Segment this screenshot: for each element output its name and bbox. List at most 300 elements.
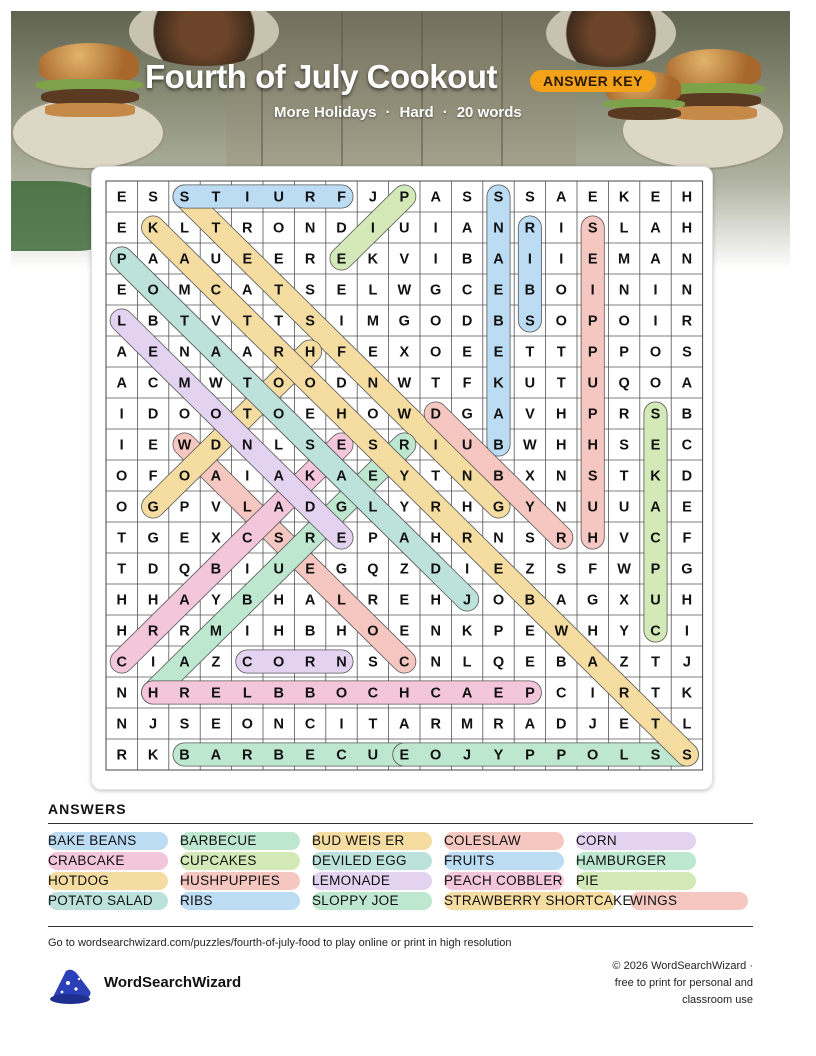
- grid-letter[interactable]: R: [116, 747, 127, 764]
- grid-letter[interactable]: G: [587, 592, 599, 609]
- grid-letter[interactable]: C: [556, 685, 567, 702]
- grid-letter[interactable]: U: [524, 375, 536, 392]
- grid-letter[interactable]: U: [587, 499, 598, 516]
- grid-letter[interactable]: X: [399, 344, 410, 361]
- grid-letter[interactable]: D: [336, 220, 347, 237]
- grid-letter[interactable]: A: [273, 468, 284, 485]
- grid-letter[interactable]: H: [336, 623, 347, 640]
- grid-letter[interactable]: T: [242, 406, 252, 423]
- grid-letter[interactable]: S: [305, 437, 315, 454]
- grid-letter[interactable]: E: [650, 437, 661, 454]
- grid-letter[interactable]: M: [178, 282, 191, 299]
- grid-letter[interactable]: L: [462, 654, 472, 671]
- grid-letter[interactable]: A: [210, 468, 222, 485]
- grid-letter[interactable]: B: [273, 747, 284, 764]
- grid-letter[interactable]: B: [242, 592, 253, 609]
- grid-letter[interactable]: E: [211, 716, 221, 733]
- grid-letter[interactable]: B: [304, 623, 316, 640]
- grid-letter[interactable]: A: [116, 375, 127, 392]
- grid-letter[interactable]: I: [465, 561, 470, 578]
- grid-letter[interactable]: A: [493, 406, 504, 423]
- grid-letter[interactable]: E: [336, 282, 347, 299]
- grid-letter[interactable]: H: [587, 530, 598, 547]
- grid-letter[interactable]: I: [653, 282, 658, 299]
- grid-letter[interactable]: H: [273, 623, 284, 640]
- grid-letter[interactable]: S: [273, 530, 284, 547]
- grid-letter[interactable]: T: [651, 685, 660, 702]
- grid-letter[interactable]: C: [367, 685, 379, 702]
- grid-letter[interactable]: I: [151, 654, 156, 671]
- grid-letter[interactable]: M: [461, 716, 474, 733]
- grid-letter[interactable]: A: [399, 716, 410, 733]
- grid-letter[interactable]: A: [430, 189, 441, 206]
- grid-letter[interactable]: D: [147, 561, 159, 578]
- grid-letter[interactable]: L: [619, 220, 629, 237]
- grid-letter[interactable]: F: [337, 344, 346, 361]
- grid-letter[interactable]: U: [461, 437, 473, 454]
- grid-letter[interactable]: W: [397, 406, 412, 423]
- grid-letter[interactable]: O: [210, 406, 222, 423]
- grid-letter[interactable]: F: [462, 375, 472, 392]
- grid-letter[interactable]: T: [651, 654, 660, 671]
- grid-letter[interactable]: R: [461, 530, 473, 547]
- grid-letter[interactable]: O: [555, 313, 567, 330]
- grid-letter[interactable]: R: [430, 499, 441, 516]
- grid-letter[interactable]: O: [492, 592, 505, 609]
- grid-letter[interactable]: I: [559, 220, 564, 237]
- grid-letter[interactable]: Y: [399, 468, 410, 485]
- grid-letter[interactable]: A: [650, 499, 661, 516]
- grid-letter[interactable]: S: [305, 313, 315, 330]
- grid-letter[interactable]: E: [336, 530, 347, 547]
- grid-letter[interactable]: E: [525, 654, 535, 671]
- grid-letter[interactable]: T: [619, 468, 629, 485]
- grid-letter[interactable]: N: [336, 654, 347, 671]
- grid-letter[interactable]: I: [433, 251, 438, 268]
- grid-letter[interactable]: B: [304, 685, 316, 702]
- grid-letter[interactable]: I: [245, 189, 250, 206]
- grid-letter[interactable]: A: [304, 592, 316, 609]
- grid-letter[interactable]: V: [525, 406, 535, 423]
- grid-letter[interactable]: T: [525, 344, 535, 361]
- grid-letter[interactable]: P: [587, 313, 598, 330]
- grid-letter[interactable]: A: [273, 499, 284, 516]
- grid-letter[interactable]: A: [461, 685, 473, 702]
- grid-letter[interactable]: R: [304, 654, 316, 671]
- grid-letter[interactable]: A: [556, 189, 567, 206]
- grid-letter[interactable]: H: [681, 592, 693, 609]
- grid-letter[interactable]: E: [587, 189, 598, 206]
- grid-letter[interactable]: O: [367, 406, 379, 423]
- grid-letter[interactable]: U: [273, 561, 284, 578]
- grid-letter[interactable]: E: [368, 344, 378, 361]
- grid-letter[interactable]: C: [210, 282, 222, 299]
- grid-letter[interactable]: U: [367, 747, 379, 764]
- grid-letter[interactable]: H: [681, 189, 693, 206]
- grid-letter[interactable]: R: [304, 530, 316, 547]
- grid-letter[interactable]: I: [590, 685, 595, 702]
- grid-letter[interactable]: E: [305, 561, 315, 578]
- grid-letter[interactable]: C: [242, 654, 253, 671]
- grid-letter[interactable]: O: [273, 220, 285, 237]
- grid-letter[interactable]: O: [430, 747, 442, 764]
- grid-letter[interactable]: M: [618, 251, 631, 268]
- grid-letter[interactable]: Z: [619, 654, 629, 671]
- grid-letter[interactable]: P: [368, 530, 378, 547]
- grid-letter[interactable]: E: [116, 189, 127, 206]
- grid-letter[interactable]: T: [651, 716, 660, 733]
- grid-letter[interactable]: J: [463, 747, 472, 764]
- grid-letter[interactable]: I: [590, 282, 595, 299]
- grid-letter[interactable]: C: [430, 685, 441, 702]
- grid-letter[interactable]: E: [116, 282, 127, 299]
- grid-letter[interactable]: R: [367, 592, 379, 609]
- grid-letter[interactable]: P: [493, 623, 504, 640]
- grid-letter[interactable]: N: [273, 716, 284, 733]
- grid-letter[interactable]: A: [650, 220, 661, 237]
- grid-letter[interactable]: L: [274, 437, 284, 454]
- grid-letter[interactable]: P: [619, 344, 629, 361]
- grid-letter[interactable]: R: [493, 716, 504, 733]
- grid-letter[interactable]: B: [461, 251, 473, 268]
- grid-letter[interactable]: O: [555, 282, 567, 299]
- grid-letter[interactable]: I: [370, 220, 375, 237]
- grid-letter[interactable]: I: [119, 437, 124, 454]
- grid-letter[interactable]: P: [650, 561, 661, 578]
- footer-url-text[interactable]: Go to wordsearchwizard.com/puzzles/fourth-of-july-food to play online or print in high resolution: [48, 937, 512, 949]
- grid-letter[interactable]: L: [242, 685, 252, 702]
- grid-letter[interactable]: L: [682, 716, 692, 733]
- grid-letter[interactable]: Q: [367, 561, 379, 578]
- grid-letter[interactable]: T: [211, 189, 221, 206]
- grid-letter[interactable]: S: [148, 189, 158, 206]
- grid-letter[interactable]: K: [147, 747, 159, 764]
- grid-letter[interactable]: N: [116, 685, 127, 702]
- grid-letter[interactable]: E: [336, 251, 347, 268]
- grid-letter[interactable]: Z: [211, 654, 221, 671]
- grid-letter[interactable]: U: [273, 189, 284, 206]
- grid-letter[interactable]: B: [179, 747, 190, 764]
- grid-letter[interactable]: S: [650, 406, 661, 423]
- grid-letter[interactable]: R: [304, 189, 316, 206]
- grid-letter[interactable]: Y: [211, 592, 221, 609]
- grid-letter[interactable]: K: [618, 189, 630, 206]
- grid-letter[interactable]: C: [650, 530, 661, 547]
- grid-letter[interactable]: K: [304, 468, 316, 485]
- grid-letter[interactable]: E: [525, 623, 535, 640]
- grid-letter[interactable]: R: [179, 685, 190, 702]
- grid-letter[interactable]: O: [304, 375, 316, 392]
- grid-letter[interactable]: O: [430, 313, 442, 330]
- grid-letter[interactable]: U: [618, 499, 630, 516]
- grid-letter[interactable]: G: [335, 561, 348, 578]
- grid-letter[interactable]: Q: [618, 375, 630, 392]
- grid-letter[interactable]: H: [461, 499, 473, 516]
- grid-letter[interactable]: E: [399, 592, 410, 609]
- grid-letter[interactable]: E: [305, 406, 315, 423]
- grid-letter[interactable]: B: [524, 282, 536, 299]
- grid-letter[interactable]: T: [556, 375, 566, 392]
- grid-letter[interactable]: W: [523, 437, 537, 454]
- grid-letter[interactable]: H: [556, 437, 567, 454]
- grid-letter[interactable]: I: [684, 623, 689, 640]
- grid-letter[interactable]: R: [681, 313, 693, 330]
- grid-letter[interactable]: Y: [493, 747, 504, 764]
- grid-letter[interactable]: G: [398, 313, 410, 330]
- grid-letter[interactable]: R: [147, 623, 159, 640]
- grid-letter[interactable]: F: [682, 530, 692, 547]
- grid-letter[interactable]: T: [431, 375, 441, 392]
- grid-letter[interactable]: J: [368, 189, 377, 206]
- grid-letter[interactable]: R: [399, 437, 410, 454]
- grid-letter[interactable]: D: [681, 468, 693, 485]
- grid-letter[interactable]: S: [619, 437, 629, 454]
- grid-letter[interactable]: T: [211, 220, 221, 237]
- grid-letter[interactable]: P: [525, 747, 535, 764]
- grid-letter[interactable]: A: [242, 344, 253, 361]
- grid-letter[interactable]: H: [399, 685, 410, 702]
- grid-letter[interactable]: E: [273, 251, 284, 268]
- grid-letter[interactable]: T: [368, 716, 378, 733]
- grid-letter[interactable]: A: [650, 251, 661, 268]
- grid-letter[interactable]: V: [399, 251, 410, 268]
- grid-letter[interactable]: D: [430, 406, 441, 423]
- grid-letter[interactable]: G: [147, 530, 159, 547]
- grid-letter[interactable]: G: [681, 561, 693, 578]
- grid-letter[interactable]: T: [274, 313, 284, 330]
- grid-letter[interactable]: A: [493, 251, 504, 268]
- grid-letter[interactable]: U: [210, 251, 222, 268]
- grid-letter[interactable]: S: [493, 189, 504, 206]
- grid-letter[interactable]: E: [368, 468, 378, 485]
- grid-letter[interactable]: E: [650, 189, 661, 206]
- grid-letter[interactable]: O: [618, 313, 630, 330]
- grid-letter[interactable]: L: [368, 282, 378, 299]
- grid-letter[interactable]: E: [619, 716, 629, 733]
- grid-letter[interactable]: H: [587, 623, 598, 640]
- grid-letter[interactable]: S: [525, 189, 535, 206]
- grid-letter[interactable]: M: [178, 375, 191, 392]
- grid-letter[interactable]: W: [397, 282, 412, 299]
- grid-letter[interactable]: X: [525, 468, 535, 485]
- grid-letter[interactable]: B: [493, 437, 504, 454]
- grid-letter[interactable]: A: [147, 251, 159, 268]
- grid-letter[interactable]: O: [273, 654, 285, 671]
- grid-letter[interactable]: E: [336, 437, 347, 454]
- grid-letter[interactable]: A: [461, 220, 473, 237]
- grid-letter[interactable]: H: [116, 592, 127, 609]
- grid-letter[interactable]: P: [587, 406, 598, 423]
- grid-letter[interactable]: E: [211, 685, 221, 702]
- grid-letter[interactable]: D: [336, 375, 347, 392]
- grid-letter[interactable]: H: [430, 530, 441, 547]
- grid-letter[interactable]: N: [493, 220, 504, 237]
- grid-letter[interactable]: A: [179, 592, 190, 609]
- grid-letter[interactable]: A: [210, 747, 222, 764]
- grid-letter[interactable]: Y: [525, 499, 535, 516]
- grid-letter[interactable]: H: [116, 623, 127, 640]
- grid-letter[interactable]: R: [430, 716, 441, 733]
- grid-letter[interactable]: R: [524, 220, 536, 237]
- grid-letter[interactable]: H: [587, 437, 598, 454]
- grid-letter[interactable]: N: [493, 530, 504, 547]
- grid-letter[interactable]: N: [116, 716, 127, 733]
- grid-letter[interactable]: S: [179, 716, 190, 733]
- grid-letter[interactable]: H: [304, 344, 316, 361]
- grid-letter[interactable]: U: [587, 375, 598, 392]
- grid-letter[interactable]: W: [177, 437, 192, 454]
- grid-letter[interactable]: E: [399, 623, 410, 640]
- grid-letter[interactable]: A: [179, 251, 190, 268]
- grid-letter[interactable]: M: [366, 313, 379, 330]
- grid-letter[interactable]: V: [619, 530, 629, 547]
- grid-letter[interactable]: O: [335, 685, 348, 702]
- grid-letter[interactable]: S: [556, 561, 567, 578]
- grid-letter[interactable]: A: [556, 592, 567, 609]
- grid-letter[interactable]: P: [116, 251, 127, 268]
- grid-letter[interactable]: C: [304, 716, 316, 733]
- grid-letter[interactable]: Z: [525, 561, 535, 578]
- grid-letter[interactable]: A: [336, 468, 347, 485]
- grid-letter[interactable]: J: [463, 592, 472, 609]
- grid-letter[interactable]: O: [587, 747, 599, 764]
- grid-letter[interactable]: I: [339, 313, 344, 330]
- grid-letter[interactable]: T: [242, 375, 252, 392]
- grid-letter[interactable]: O: [649, 344, 662, 361]
- grid-letter[interactable]: C: [242, 530, 253, 547]
- grid-letter[interactable]: A: [116, 344, 127, 361]
- grid-letter[interactable]: S: [368, 437, 378, 454]
- grid-letter[interactable]: D: [430, 561, 441, 578]
- grid-letter[interactable]: X: [619, 592, 629, 609]
- grid-letter[interactable]: L: [337, 592, 346, 609]
- grid-letter[interactable]: W: [617, 561, 631, 578]
- grid-letter[interactable]: R: [304, 251, 316, 268]
- grid-letter[interactable]: E: [587, 251, 598, 268]
- grid-letter[interactable]: A: [179, 654, 190, 671]
- grid-letter[interactable]: S: [587, 468, 598, 485]
- grid-letter[interactable]: N: [681, 282, 693, 299]
- grid-letter[interactable]: V: [211, 499, 221, 516]
- grid-letter[interactable]: H: [147, 685, 159, 702]
- grid-letter[interactable]: M: [209, 623, 222, 640]
- grid-letter[interactable]: T: [180, 313, 189, 330]
- grid-letter[interactable]: C: [681, 437, 693, 454]
- grid-letter[interactable]: K: [681, 685, 693, 702]
- grid-letter[interactable]: I: [339, 716, 344, 733]
- grid-letter[interactable]: A: [524, 716, 536, 733]
- grid-letter[interactable]: D: [210, 437, 222, 454]
- grid-letter[interactable]: D: [461, 313, 473, 330]
- grid-letter[interactable]: R: [273, 344, 284, 361]
- grid-letter[interactable]: C: [461, 282, 473, 299]
- grid-letter[interactable]: O: [178, 406, 191, 423]
- grid-letter[interactable]: G: [430, 282, 442, 299]
- grid-letter[interactable]: E: [242, 251, 253, 268]
- grid-letter[interactable]: F: [148, 468, 158, 485]
- grid-letter[interactable]: J: [588, 716, 597, 733]
- grid-letter[interactable]: L: [619, 747, 629, 764]
- grid-letter[interactable]: R: [556, 530, 567, 547]
- grid-letter[interactable]: R: [242, 747, 253, 764]
- grid-letter[interactable]: I: [245, 561, 250, 578]
- grid-letter[interactable]: E: [148, 344, 158, 361]
- grid-letter[interactable]: J: [682, 654, 691, 671]
- grid-letter[interactable]: N: [681, 251, 693, 268]
- grid-letter[interactable]: C: [336, 747, 347, 764]
- grid-letter[interactable]: F: [588, 561, 598, 578]
- grid-letter[interactable]: C: [650, 623, 661, 640]
- grid-letter[interactable]: O: [367, 623, 379, 640]
- grid-letter[interactable]: A: [587, 654, 598, 671]
- grid-letter[interactable]: G: [147, 499, 159, 516]
- grid-letter[interactable]: A: [210, 344, 222, 361]
- grid-letter[interactable]: G: [461, 406, 473, 423]
- grid-letter[interactable]: O: [147, 282, 159, 299]
- grid-letter[interactable]: D: [304, 499, 316, 516]
- grid-letter[interactable]: E: [493, 282, 504, 299]
- grid-letter[interactable]: K: [367, 251, 379, 268]
- grid-letter[interactable]: I: [527, 251, 532, 268]
- grid-letter[interactable]: S: [650, 747, 661, 764]
- grid-letter[interactable]: O: [430, 344, 442, 361]
- grid-letter[interactable]: I: [245, 468, 250, 485]
- grid-letter[interactable]: K: [147, 220, 159, 237]
- grid-letter[interactable]: B: [210, 561, 222, 578]
- grid-letter[interactable]: B: [681, 406, 693, 423]
- grid-letter[interactable]: S: [587, 220, 598, 237]
- grid-letter[interactable]: E: [462, 344, 472, 361]
- grid-letter[interactable]: J: [149, 716, 158, 733]
- grid-letter[interactable]: L: [117, 313, 127, 330]
- wizard-hat-icon[interactable]: [48, 965, 94, 1005]
- grid-letter[interactable]: W: [554, 623, 569, 640]
- grid-letter[interactable]: B: [493, 313, 504, 330]
- grid-letter[interactable]: N: [304, 220, 316, 237]
- grid-letter[interactable]: K: [650, 468, 661, 485]
- category-link[interactable]: More Holidays: [274, 104, 377, 121]
- grid-letter[interactable]: N: [430, 654, 441, 671]
- grid-letter[interactable]: C: [147, 375, 159, 392]
- grid-letter[interactable]: I: [433, 220, 438, 237]
- grid-letter[interactable]: C: [399, 654, 410, 671]
- grid-letter[interactable]: N: [556, 499, 567, 516]
- grid-letter[interactable]: T: [117, 561, 127, 578]
- grid-letter[interactable]: Z: [399, 561, 409, 578]
- grid-letter[interactable]: R: [179, 623, 190, 640]
- grid-letter[interactable]: S: [525, 530, 535, 547]
- grid-letter[interactable]: D: [147, 406, 159, 423]
- grid-letter[interactable]: P: [179, 499, 190, 516]
- grid-letter[interactable]: O: [273, 406, 285, 423]
- grid-letter[interactable]: K: [493, 375, 504, 392]
- grid-letter[interactable]: E: [493, 561, 504, 578]
- grid-letter[interactable]: H: [147, 592, 159, 609]
- grid-letter[interactable]: I: [119, 406, 124, 423]
- grid-letter[interactable]: B: [524, 592, 536, 609]
- grid-letter[interactable]: H: [556, 406, 567, 423]
- grid-letter[interactable]: E: [179, 530, 190, 547]
- grid-letter[interactable]: S: [462, 189, 472, 206]
- grid-letter[interactable]: Q: [492, 654, 505, 671]
- grid-letter[interactable]: V: [211, 313, 221, 330]
- grid-letter[interactable]: H: [681, 220, 693, 237]
- grid-letter[interactable]: A: [681, 375, 693, 392]
- grid-letter[interactable]: O: [116, 499, 128, 516]
- grid-letter[interactable]: P: [525, 685, 535, 702]
- grid-letter[interactable]: S: [525, 313, 535, 330]
- grid-letter[interactable]: U: [399, 220, 410, 237]
